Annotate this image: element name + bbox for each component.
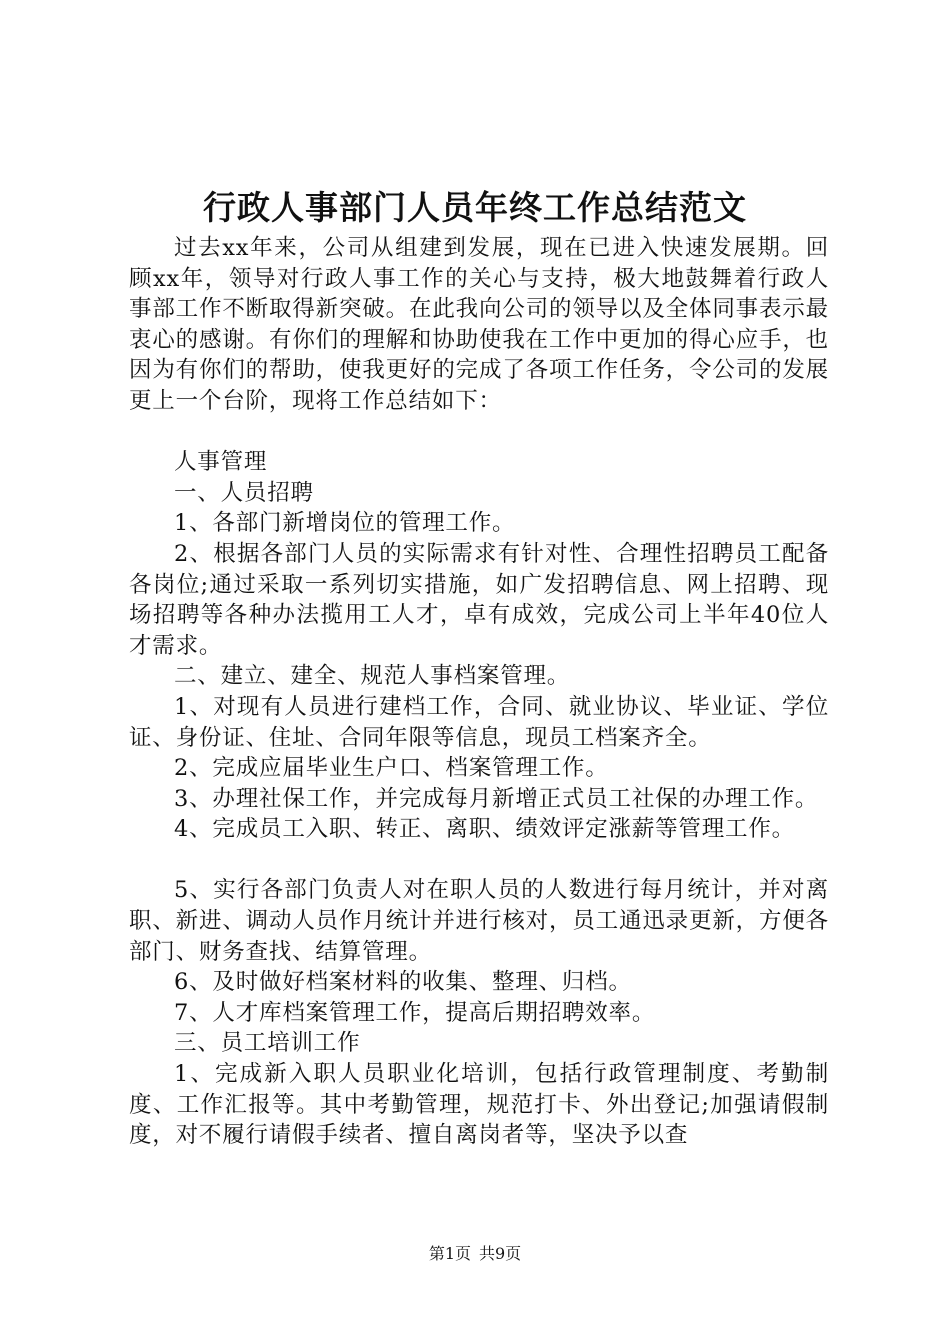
paragraph-item: 4、完成员工入职、转正、离职、绩效评定涨薪等管理工作。 xyxy=(174,816,795,843)
paragraph-item: 1、各部门新增岗位的管理工作。 xyxy=(174,510,516,537)
paragraph-item: 5、实行各部门负责人对在职人员的人数进行每月统计，并对离职、新进、调动人员作月统计并进行核对，员工通迅录更新，方便各部门、财务查找、结算管理。 xyxy=(129,877,829,965)
subheading-training: 三、员工培训工作 xyxy=(174,1030,361,1057)
paragraph-item: 7、人才库档案管理工作，提高后期招聘效率。 xyxy=(174,999,656,1026)
blank-line xyxy=(129,417,829,448)
section-heading-hr: 人事管理 xyxy=(174,449,268,476)
document-body xyxy=(129,233,829,1151)
blank-line xyxy=(129,845,829,876)
page-total: 共9页 xyxy=(479,1244,522,1263)
paragraph-item: 1、对现有人员进行建档工作，合同、就业协议、毕业证、学位证、身份证、住址、合同年限等信息，现员工档案齐全。 xyxy=(129,693,829,751)
paragraph-item: 2、完成应届毕业生户口、档案管理工作。 xyxy=(174,755,609,782)
page-footer xyxy=(0,1243,950,1265)
paragraph-item: 3、办理社保工作，并完成每月新增正式员工社保的办理工作。 xyxy=(174,785,819,812)
document-title: 行政人事部门人员年终工作总结范文 xyxy=(203,188,747,227)
paragraph-item: 6、及时做好档案材料的收集、整理、归档。 xyxy=(174,969,632,996)
intro-paragraph: 过去xx年来，公司从组建到发展，现在已进入快速发展期。回顾xx年，领导对行政人事工作的关心与支持，极大地鼓舞着行政人事部工作不断取得新突破。在此我向公司的领导以及全体同事表示最衷心的感谢。有你们的理解和协助使我在工作中更加的得心应手，也因为有你们的帮助，使我更好的完成了各项工作任务，令公司的发展更上一个台阶，现将工作总结如下： xyxy=(129,235,829,414)
subheading-recruitment: 一、人员招聘 xyxy=(174,479,314,506)
paragraph-item: 1、完成新入职人员职业化培训，包括行政管理制度、考勤制度、工作汇报等。其中考勤管理，规范打卡、外出登记;加强请假制度，对不履行请假手续者、擅自离岗者等，坚决予以查 xyxy=(129,1061,829,1149)
paragraph-item: 2、根据各部门人员的实际需求有针对性、合理性招聘员工配备各岗位;通过采取一系列切实措施，如广发招聘信息、网上招聘、现场招聘等各种办法揽用工人才，卓有成效，完成公司上半年40位人才需求。 xyxy=(129,540,829,659)
page-number: 第1页 xyxy=(428,1244,471,1263)
subheading-archives: 二、建立、建全、规范人事档案管理。 xyxy=(174,663,571,690)
